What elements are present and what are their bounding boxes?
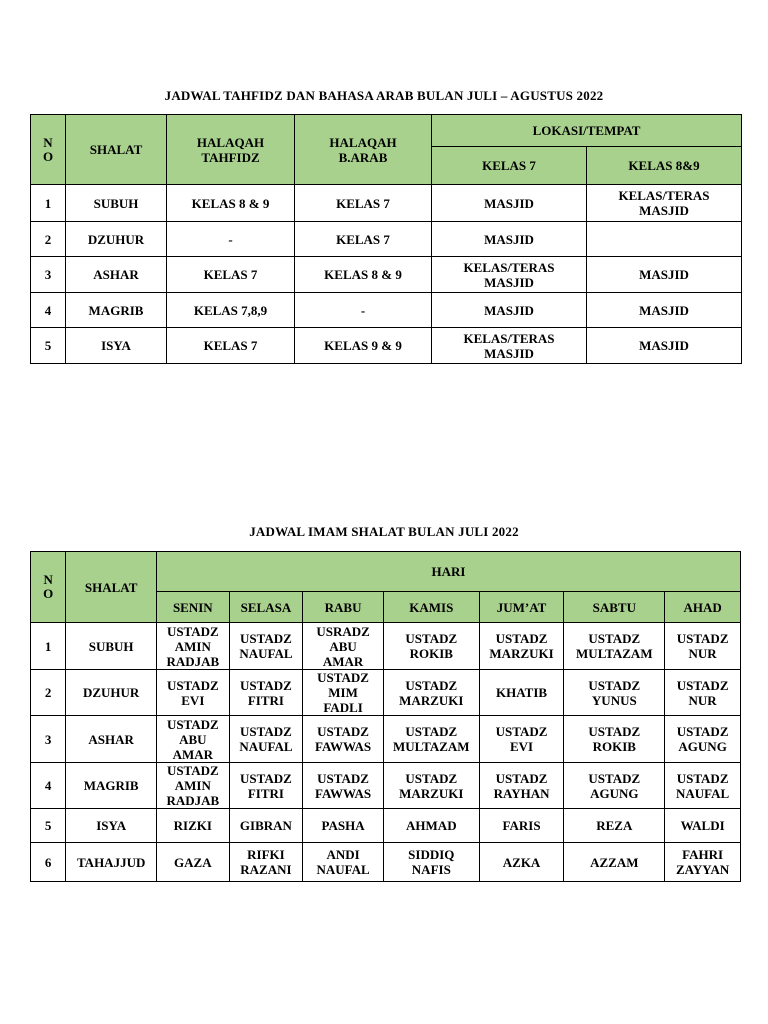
imam-cell: USTADZ AGUNG xyxy=(564,763,665,809)
kelas7-cell: KELAS/TERAS MASJID xyxy=(432,257,587,293)
shalat-header: SHALAT xyxy=(66,552,157,623)
imam-cell: USTADZ FAWWAS xyxy=(303,763,384,809)
table-row xyxy=(31,257,742,293)
imam-cell: FAHRI ZAYYAN xyxy=(665,843,741,882)
tahfidz-cell: KELAS 8 & 9 xyxy=(167,185,295,222)
row-no: 1 xyxy=(31,185,66,222)
tahfidz-cell: - xyxy=(167,222,295,257)
imam-cell: RIZKI xyxy=(157,809,230,843)
shalat-header: SHALAT xyxy=(66,115,167,185)
kelas89-cell xyxy=(587,222,742,257)
tahfidz-schedule-table xyxy=(30,114,742,364)
shalat-cell: ASHAR xyxy=(66,257,167,293)
imam-cell: USTADZ AGUNG xyxy=(665,716,741,763)
imam-cell: AZZAM xyxy=(564,843,665,882)
day-header: SENIN xyxy=(157,592,230,623)
shalat-cell: TAHAJJUD xyxy=(66,843,157,882)
table-row xyxy=(31,716,741,763)
shalat-cell: SUBUH xyxy=(66,623,157,670)
row-no: 5 xyxy=(31,328,66,364)
imam-cell: USTADZ AMIN RADJAB xyxy=(157,623,230,670)
imam-cell: USTADZ FITRI xyxy=(229,670,303,716)
imam-cell: AZKA xyxy=(479,843,564,882)
imam-cell: USTADZ MIM FADLI xyxy=(303,670,384,716)
no-header: N O xyxy=(31,552,66,623)
imam-cell: AHMAD xyxy=(383,809,479,843)
kelas7-cell: MASJID xyxy=(432,293,587,328)
lokasi-header: LOKASI/TEMPAT xyxy=(432,115,742,147)
table2-title: JADWAL IMAM SHALAT BULAN JULI 2022 xyxy=(249,524,519,539)
day-header: AHAD xyxy=(665,592,741,623)
imam-cell: USRADZ ABU AMAR xyxy=(303,623,384,670)
row-no: 2 xyxy=(31,222,66,257)
imam-cell: USTADZ FAWWAS xyxy=(303,716,384,763)
day-header: RABU xyxy=(303,592,384,623)
shalat-cell: MAGRIB xyxy=(66,763,157,809)
tahfidz-cell: KELAS 7 xyxy=(167,328,295,364)
imam-cell: USTADZ NUR xyxy=(665,623,741,670)
day-header: KAMIS xyxy=(383,592,479,623)
row-no: 3 xyxy=(31,257,66,293)
table-row xyxy=(31,185,742,222)
no-header: N O xyxy=(31,115,66,185)
imam-cell: USTADZ MULTAZAM xyxy=(564,623,665,670)
imam-cell: KHATIB xyxy=(479,670,564,716)
table-row xyxy=(31,843,741,882)
kelas7-cell: MASJID xyxy=(432,222,587,257)
row-no: 5 xyxy=(31,809,66,843)
table-row xyxy=(31,763,741,809)
imam-cell: ANDI NAUFAL xyxy=(303,843,384,882)
kelas89-header: KELAS 8&9 xyxy=(587,147,742,185)
shalat-cell: ISYA xyxy=(66,809,157,843)
imam-cell: USTADZ EVI xyxy=(479,716,564,763)
hari-header: HARI xyxy=(157,552,741,592)
imam-cell: FARIS xyxy=(479,809,564,843)
imam-cell: USTADZ ROKIB xyxy=(383,623,479,670)
table-row xyxy=(31,809,741,843)
row-no: 1 xyxy=(31,623,66,670)
imam-cell: REZA xyxy=(564,809,665,843)
imam-cell: USTADZ EVI xyxy=(157,670,230,716)
imam-cell: USTADZ FITRI xyxy=(229,763,303,809)
row-no: 6 xyxy=(31,843,66,882)
imam-cell: WALDI xyxy=(665,809,741,843)
kelas7-cell: KELAS/TERAS MASJID xyxy=(432,328,587,364)
imam-cell: USTADZ NUR xyxy=(665,670,741,716)
imam-cell: USTADZ RAYHAN xyxy=(479,763,564,809)
arab-cell: KELAS 9 & 9 xyxy=(295,328,432,364)
row-no: 3 xyxy=(31,716,66,763)
arab-cell: KELAS 7 xyxy=(295,222,432,257)
tahfidz-cell: KELAS 7 xyxy=(167,257,295,293)
imam-cell: USTADZ NAUFAL xyxy=(229,623,303,670)
imam-cell: GIBRAN xyxy=(229,809,303,843)
kelas89-cell: KELAS/TERAS MASJID xyxy=(587,185,742,222)
shalat-cell: ISYA xyxy=(66,328,167,364)
day-header: JUM’AT xyxy=(479,592,564,623)
imam-cell: USTADZ NAUFAL xyxy=(229,716,303,763)
shalat-cell: SUBUH xyxy=(66,185,167,222)
imam-cell: USTADZ NAUFAL xyxy=(665,763,741,809)
imam-cell: RIFKI RAZANI xyxy=(229,843,303,882)
imam-cell: USTADZ MARZUKI xyxy=(383,670,479,716)
table-row xyxy=(31,293,742,328)
row-no: 4 xyxy=(31,763,66,809)
kelas89-cell: MASJID xyxy=(587,328,742,364)
arab-cell: - xyxy=(295,293,432,328)
imam-cell: USTADZ ABU AMAR xyxy=(157,716,230,763)
arab-cell: KELAS 7 xyxy=(295,185,432,222)
shalat-cell: DZUHUR xyxy=(66,670,157,716)
shalat-cell: MAGRIB xyxy=(66,293,167,328)
imam-cell: USTADZ MARZUKI xyxy=(383,763,479,809)
table-row xyxy=(31,670,741,716)
arab-cell: KELAS 8 & 9 xyxy=(295,257,432,293)
imam-cell: USTADZ MARZUKI xyxy=(479,623,564,670)
imam-cell: SIDDIQ NAFIS xyxy=(383,843,479,882)
row-no: 4 xyxy=(31,293,66,328)
imam-cell: USTADZ ROKIB xyxy=(564,716,665,763)
imam-cell: USTADZ YUNUS xyxy=(564,670,665,716)
kelas89-cell: MASJID xyxy=(587,293,742,328)
imam-schedule-table xyxy=(30,551,741,882)
imam-cell: PASHA xyxy=(303,809,384,843)
imam-cell: GAZA xyxy=(157,843,230,882)
table-row xyxy=(31,623,741,670)
tahfidz-cell: KELAS 7,8,9 xyxy=(167,293,295,328)
shalat-cell: DZUHUR xyxy=(66,222,167,257)
halaqah-arab-header: HALAQAH B.ARAB xyxy=(295,115,432,185)
imam-cell: USTADZ MULTAZAM xyxy=(383,716,479,763)
kelas89-cell: MASJID xyxy=(587,257,742,293)
row-no: 2 xyxy=(31,670,66,716)
halaqah-tahfidz-header: HALAQAH TAHFIDZ xyxy=(167,115,295,185)
table1-title: JADWAL TAHFIDZ DAN BAHASA ARAB BULAN JULI – AGUSTUS 2022 xyxy=(164,88,604,103)
table-row xyxy=(31,328,742,364)
shalat-cell: ASHAR xyxy=(66,716,157,763)
table-row xyxy=(31,222,742,257)
kelas7-header: KELAS 7 xyxy=(432,147,587,185)
day-header: SELASA xyxy=(229,592,303,623)
kelas7-cell: MASJID xyxy=(432,185,587,222)
day-header: SABTU xyxy=(564,592,665,623)
imam-cell: USTADZ AMIN RADJAB xyxy=(157,763,230,809)
